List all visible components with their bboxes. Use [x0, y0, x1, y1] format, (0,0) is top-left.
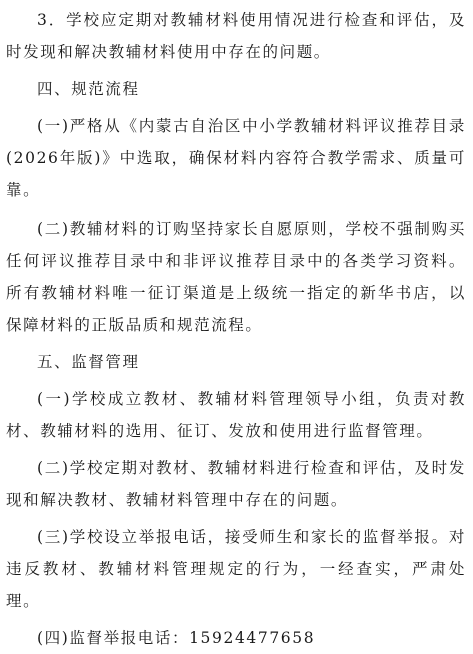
- paragraph-process-2: (二)教辅材料的订购坚持家长自愿原则，学校不强制购买任何评议推荐目录中和非评议推荐目录中的各类学习资料。所有教辅材料唯一征订渠道是上级统一指定的新华书店，以保障材料的正版品质和规范流程。: [6, 220, 466, 334]
- paragraph-item-3: 3．学校应定期对教辅材料使用情况进行检查和评估，及时发现和解决教辅材料使用中存在的问题。: [6, 11, 466, 61]
- document-body: [6, 4, 466, 654]
- paragraph-supervision-1: (一)学校成立教材、教辅材料管理领导小组，负责对教材、教辅材料的选用、征订、发放和使用进行监督管理。: [6, 390, 466, 440]
- section-heading-standard-process: 四、规范流程: [37, 80, 140, 98]
- paragraph-process-1: (一)严格从《内蒙古自治区中小学教辅材料评议推荐目录(2026年版)》中选取，确保材料内容符合教学需求、质量可靠。: [6, 117, 466, 199]
- paragraph-supervision-2: (二)学校定期对教材、教辅材料进行检查和评估，及时发现和解决教材、教辅材料管理中存在的问题。: [6, 459, 466, 509]
- paragraph-supervision-3: (三)学校设立举报电话，接受师生和家长的监督举报。对违反教材、教辅材料管理规定的行为，一经查实，严肃处理。: [6, 528, 466, 610]
- paragraph-report-phone: (四)监督举报电话：15924477658: [37, 629, 316, 647]
- section-heading-supervision: 五、监督管理: [37, 353, 140, 371]
